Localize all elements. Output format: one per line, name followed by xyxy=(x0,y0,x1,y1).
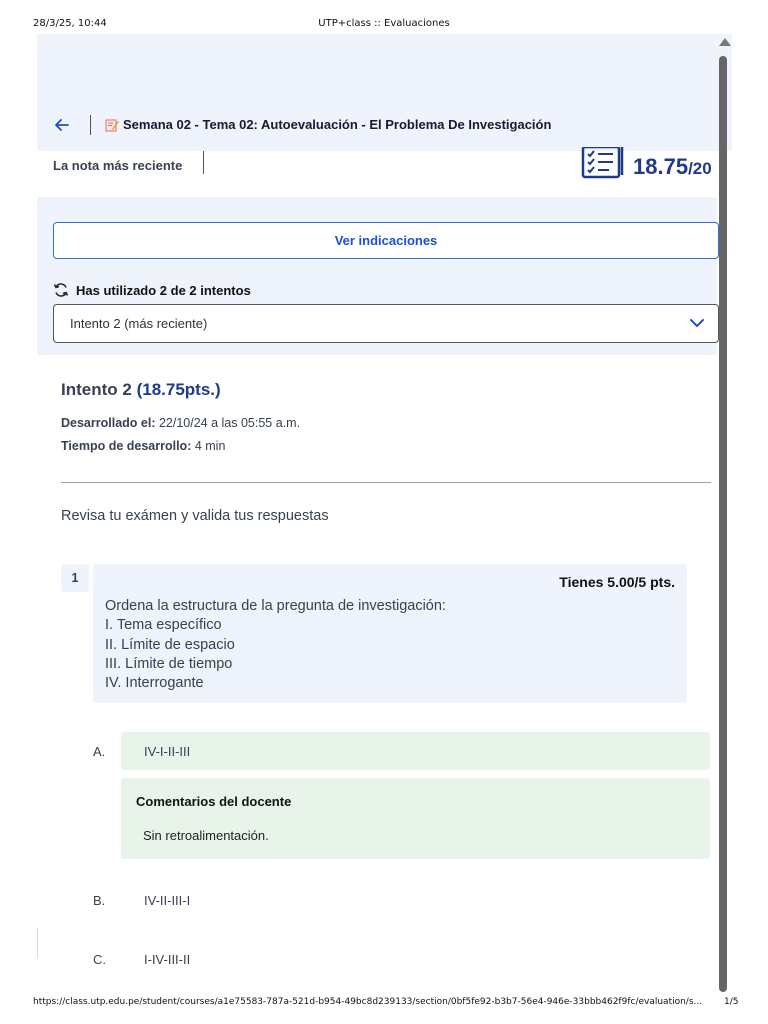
section-divider xyxy=(61,482,711,483)
side-marker xyxy=(37,928,38,958)
question-line: IV. Interrogante xyxy=(105,675,204,692)
grade-score-value: 18.75 xyxy=(633,154,689,179)
quiz-edit-icon xyxy=(105,118,119,132)
question-score: Tienes 5.00/5 pts. xyxy=(559,574,675,590)
latest-grade-row xyxy=(37,151,717,197)
page-title: Semana 02 - Tema 02: Autoevaluación - El Problema De Investigación xyxy=(123,117,552,132)
view-instructions-button[interactable]: Ver indicaciones xyxy=(53,222,719,259)
question-card xyxy=(93,564,687,703)
scroll-up-arrow-icon[interactable] xyxy=(719,38,731,46)
scrollbar[interactable] xyxy=(716,38,730,992)
nav-divider xyxy=(90,115,91,135)
attempt-select[interactable] xyxy=(53,304,719,343)
print-header xyxy=(0,0,768,34)
developed-date xyxy=(61,416,300,430)
print-date: 28/3/25, 10:44 xyxy=(33,18,107,29)
teacher-comments-text: Sin retroalimentación. xyxy=(143,828,269,843)
teacher-comments xyxy=(121,778,710,859)
time-value: 4 min xyxy=(194,439,226,453)
scrollbar-thumb[interactable] xyxy=(719,56,727,992)
attempt-points: (18.75pts.) xyxy=(136,380,221,399)
question-line: Ordena la estructura de la pregunta de investigación: xyxy=(105,598,446,614)
question-line: III. Límite de tiempo xyxy=(105,655,233,672)
sync-icon xyxy=(53,282,69,298)
developed-value: 22/10/24 a las 05:55 a.m. xyxy=(158,416,301,430)
option-a-text: IV-I-II-III xyxy=(144,744,191,759)
top-header xyxy=(37,34,732,151)
option-b-letter: B. xyxy=(93,893,106,908)
question-line: II. Límite de espacio xyxy=(105,636,235,653)
question-text xyxy=(105,597,446,693)
arrow-left-icon[interactable] xyxy=(54,117,70,133)
latest-grade-label: La nota más reciente xyxy=(53,158,183,173)
question-line: I. Tema específico xyxy=(105,617,222,634)
grade-divider xyxy=(203,151,204,174)
nav-bar xyxy=(37,107,732,143)
grade-score-denominator: /20 xyxy=(688,159,712,178)
option-a[interactable] xyxy=(121,732,710,770)
time-label: Tiempo de desarrollo: xyxy=(61,439,192,453)
latest-grade-score xyxy=(633,154,712,180)
checklist-icon xyxy=(581,147,627,183)
print-page-title: UTP+class :: Evaluaciones xyxy=(318,18,450,29)
option-c-letter: C. xyxy=(93,952,106,967)
review-instructions: Revisa tu exámen y valida tus respuestas xyxy=(61,508,329,524)
developed-label: Desarrollado el: xyxy=(61,416,156,430)
chevron-down-icon[interactable] xyxy=(690,318,704,328)
attempt-select-value: Intento 2 (más reciente) xyxy=(70,316,208,331)
attempts-used-label: Has utilizado 2 de 2 intentos xyxy=(76,282,251,298)
print-url: https://class.utp.edu.pe/student/courses/a1e75583-787a-521d-b954-49bc8d239133/section/0bf5fe92-b3b7-56e4-946e-33bbb462f9fc/evaluation/s... xyxy=(33,997,703,1007)
attempt-heading xyxy=(61,380,221,400)
print-page-number: 1/5 xyxy=(724,997,739,1007)
option-c-text[interactable]: I-IV-III-II xyxy=(144,952,191,967)
attempts-panel xyxy=(37,197,717,355)
print-footer xyxy=(0,994,768,1014)
question-number: 1 xyxy=(61,564,89,592)
teacher-comments-title: Comentarios del docente xyxy=(136,794,292,809)
development-time xyxy=(61,439,225,453)
option-b-text[interactable]: IV-II-III-I xyxy=(144,893,191,908)
attempt-heading-label: Intento 2 xyxy=(61,380,132,399)
option-a-letter: A. xyxy=(93,744,106,759)
attempts-used xyxy=(53,282,251,298)
